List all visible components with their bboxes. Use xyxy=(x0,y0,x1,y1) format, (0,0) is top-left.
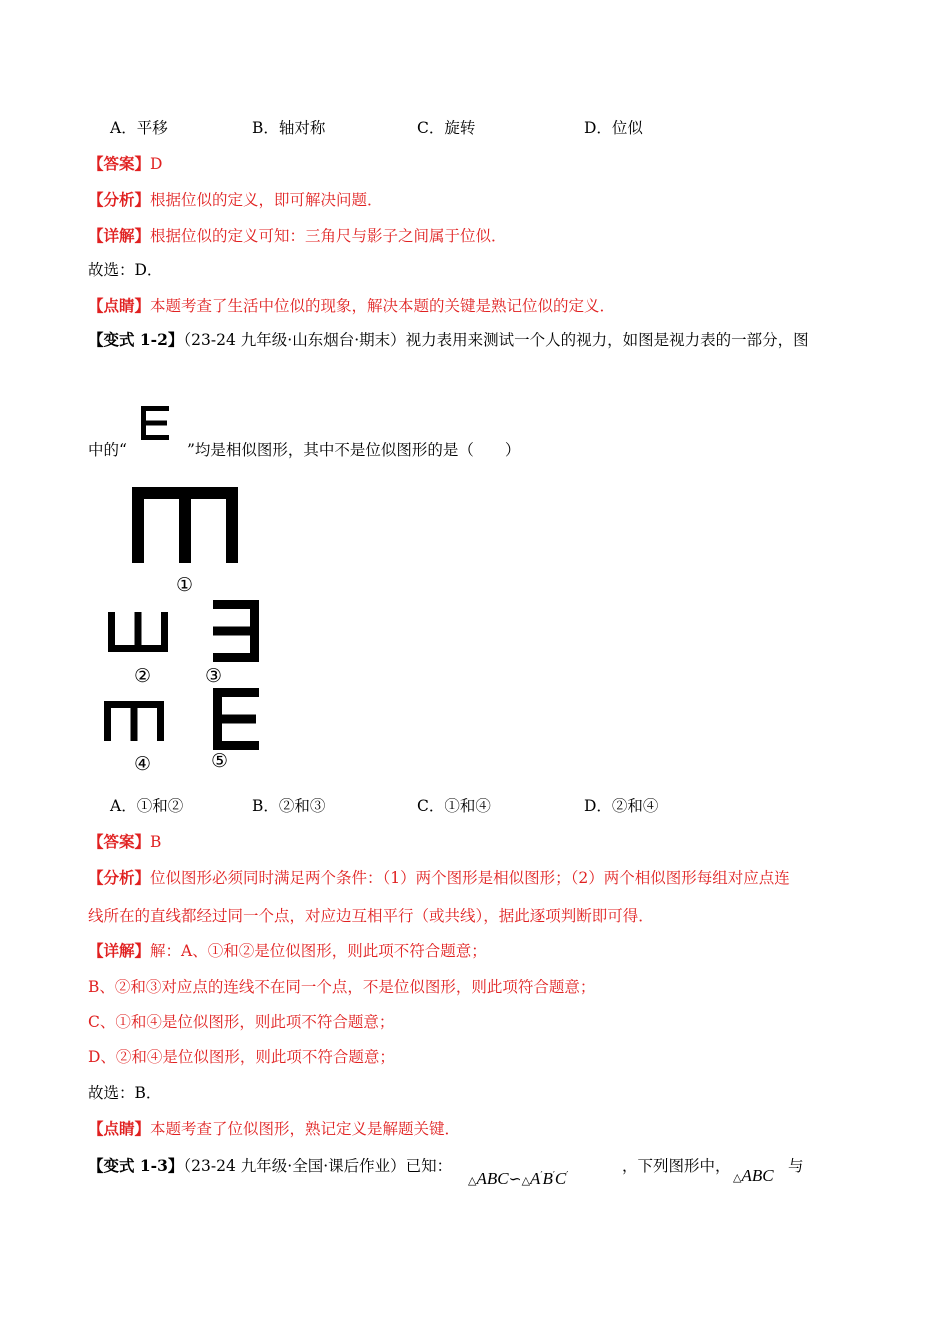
triangle-symbol: △ xyxy=(521,1174,531,1188)
analysis-line xyxy=(88,190,383,210)
prime-mark: ′ xyxy=(552,1171,555,1181)
vertex-c-prime: C xyxy=(554,1169,567,1189)
comment-tag: 【点睛】 xyxy=(88,296,151,315)
choose-line: 故选：B． xyxy=(88,1084,162,1102)
detail-line-1 xyxy=(88,941,487,961)
vertex-b-prime: B xyxy=(542,1169,553,1189)
figure-3-label: ③ xyxy=(205,665,223,687)
triangle-abc: ABC xyxy=(476,1169,509,1189)
question-3-stem xyxy=(88,1156,452,1176)
answer-tag: 【答案】 xyxy=(88,832,151,851)
answer-value: B xyxy=(150,833,162,851)
comment-tag: 【点睛】 xyxy=(88,1119,151,1138)
figure-4-label: ④ xyxy=(134,753,152,775)
option-d: D．②和④ xyxy=(584,797,659,815)
option-b: B．轴对称 xyxy=(252,119,326,137)
detail-tag: 【详解】 xyxy=(88,941,151,960)
detail-line-4: D、②和④是位似图形，则此项不符合题意； xyxy=(88,1048,395,1066)
detail-line-3: C、①和④是位似图形，则此项不符合题意； xyxy=(88,1013,395,1031)
option-c: C．旋转 xyxy=(417,119,476,137)
stem-suffix: ”均是相似图形，其中不是位似图形的是（ ） xyxy=(186,441,521,459)
figure-2-e-icon xyxy=(108,612,168,652)
triangle-abc-label: ABC xyxy=(741,1166,774,1185)
figure-2-label: ② xyxy=(134,665,152,687)
detail-line xyxy=(88,226,507,246)
figure-4-e-icon xyxy=(104,701,164,741)
figure-5-e-icon xyxy=(213,688,259,750)
option-a: A．①和② xyxy=(110,797,184,815)
question-tag: 【变式 1-2】 xyxy=(88,330,184,349)
similarity-expression xyxy=(468,1166,568,1191)
figure-1-label: ① xyxy=(176,574,194,596)
option-b: B．②和③ xyxy=(252,797,326,815)
detail-text-1: 解：A、①和②是位似图形，则此项不符合题意； xyxy=(150,942,487,960)
analysis-tag: 【分析】 xyxy=(88,190,151,209)
vertex-a-prime: A xyxy=(530,1169,541,1189)
option-c: C．①和④ xyxy=(417,797,491,815)
answer-tag: 【答案】 xyxy=(88,154,151,173)
analysis-line-2: 线所在的直线都经过同一个点，对应边互相平行（或共线），据此逐项判断即可得． xyxy=(88,907,654,925)
option-d: D．位似 xyxy=(584,119,643,137)
answer-line xyxy=(88,832,161,852)
choose-line: 故选：D． xyxy=(88,261,163,279)
prime-mark: ′ xyxy=(540,1171,543,1181)
triangle-symbol: △ xyxy=(733,1171,742,1184)
question-3-mid: ，下列图形中， xyxy=(622,1157,731,1175)
answer-value: D xyxy=(150,155,163,173)
figure-1-e-icon xyxy=(132,487,238,563)
option-a: A．平移 xyxy=(110,119,168,137)
analysis-text-1: 位似图形必须同时满足两个条件：（1）两个图形是相似图形；（2）两个相似图形每组对应点连 xyxy=(150,869,790,887)
comment-line xyxy=(88,296,615,316)
figure-3-e-icon xyxy=(213,600,259,662)
question-stem-line2 xyxy=(88,440,520,460)
question-3-tail: 与 xyxy=(788,1157,804,1175)
detail-text: 根据位似的定义可知：三角尺与影子之间属于位似． xyxy=(150,227,507,245)
prime-mark: ′ xyxy=(566,1171,569,1181)
similar-symbol: ∽ xyxy=(508,1170,522,1189)
question-3-tag: 【变式 1-3】 xyxy=(88,1156,184,1175)
comment-line xyxy=(88,1119,460,1139)
detail-tag: 【详解】 xyxy=(88,226,151,245)
inline-e-icon xyxy=(138,404,172,442)
question-stem-text: （23-24 九年级·山东烟台·期末）视力表用来测试一个人的视力，如图是视力表的一部分，图 xyxy=(183,331,809,349)
figure-5-label: ⑤ xyxy=(211,750,229,772)
analysis-line-1 xyxy=(88,868,790,888)
detail-line-2: B、②和③对应点的连线不在同一个点，不是位似图形，则此项符合题意； xyxy=(88,978,596,996)
question-3-text: （23-24 九年级·全国·课后作业）已知： xyxy=(183,1157,453,1175)
question-stem-line1 xyxy=(88,330,809,350)
analysis-tag: 【分析】 xyxy=(88,868,151,887)
answer-line xyxy=(88,154,162,174)
analysis-text: 根据位似的定义，即可解决问题． xyxy=(150,191,383,209)
comment-text: 本题考查了位似图形，熟记定义是解题关键． xyxy=(150,1120,461,1138)
comment-text: 本题考查了生活中位似的现象，解决本题的关键是熟记位似的定义． xyxy=(150,297,616,315)
triangle-symbol: △ xyxy=(468,1174,477,1188)
triangle-abc-2 xyxy=(733,1166,774,1188)
stem-prefix: 中的“ xyxy=(88,441,127,459)
